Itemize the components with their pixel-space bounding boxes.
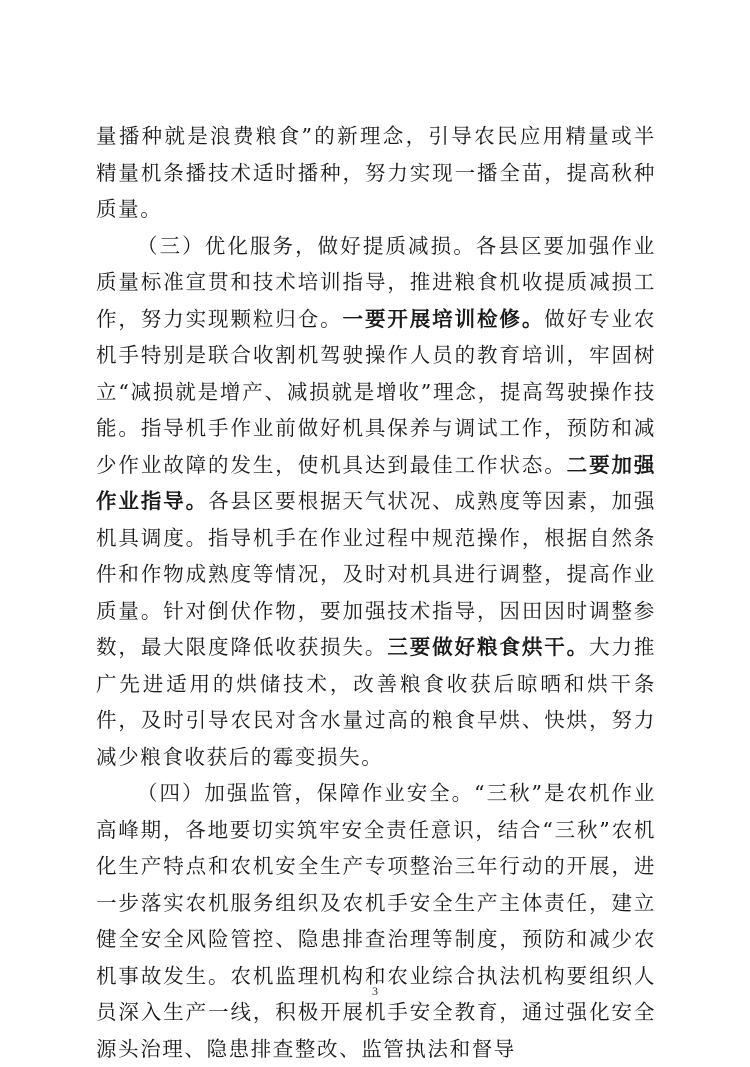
bold-heading-drying: 三要做好粮食烘干。 xyxy=(387,635,590,659)
text-segment: 各县区要根据天气状况、成熟度等因素，加强机具调度。指导机手在作业过程中规范操作，根据自然条件和作物成熟度等情况，及时对机具进行调整，提高作业质量。针对倒伏作物，要加强技术指导，因田因时调整参数，最大限度降低收获损失。 xyxy=(96,489,656,659)
body-text xyxy=(96,118,656,1067)
bold-heading-training: 一要开展培训检修。 xyxy=(342,306,545,331)
text-segment: 大力推广先进适用的烘储技术，改善粮食收获后晾晒和烘干条件，及时引导农民对含水量过高的粮食早烘、快烘，努力减少粮食收获后的霉变损失。 xyxy=(96,635,656,769)
text-segment: 量播种就是浪费粮食”的新理念，引导农民应用精量或半精量机条播技术适时播种，努力实现一播全苗，提高秋种质量。 xyxy=(96,124,656,221)
paragraph-supervision xyxy=(96,775,656,1067)
page-number: 3 xyxy=(372,984,378,998)
bold-heading-guidance: 二要加强作业指导。 xyxy=(96,452,656,513)
paragraph-optimize-service xyxy=(96,228,656,776)
text-segment: （四）加强监管，保障作业安全。“三秋”是农机作业高峰期，各地要切实筑牢安全责任意识，结合“三秋”农机化生产特点和农机安全生产专项整治三年行动的开展，进一步落实农机服务组织及农机手安全生产主体责任，建立健全安全风险管控、隐患排查治理等制度，预防和减少农机事故发生。农机监理机构和农业综合执法机构要组织人员深入生产一线，积极开展机手安全教育，通过强化安全源头治理、隐患排查整改、监管执法和督导 xyxy=(96,781,656,1061)
text-segment: （三）优化服务，做好提质减损。各县区要加强作业质量标准宣贯和技术培训指导，推进粮食机收提质减损工作，努力实现颗粒归仓。 xyxy=(96,233,656,331)
paragraph-seeding xyxy=(96,118,656,228)
text-segment: 做好专业农机手特别是联合收割机驾驶操作人员的教育培训，牢固树立“减损就是增产、减损就是增收”理念，提高驾驶操作技能。指导机手作业前做好机具保养与调试工作，预防和减少作业故障的发生，使机具达到最佳工作状态。 xyxy=(96,306,656,477)
